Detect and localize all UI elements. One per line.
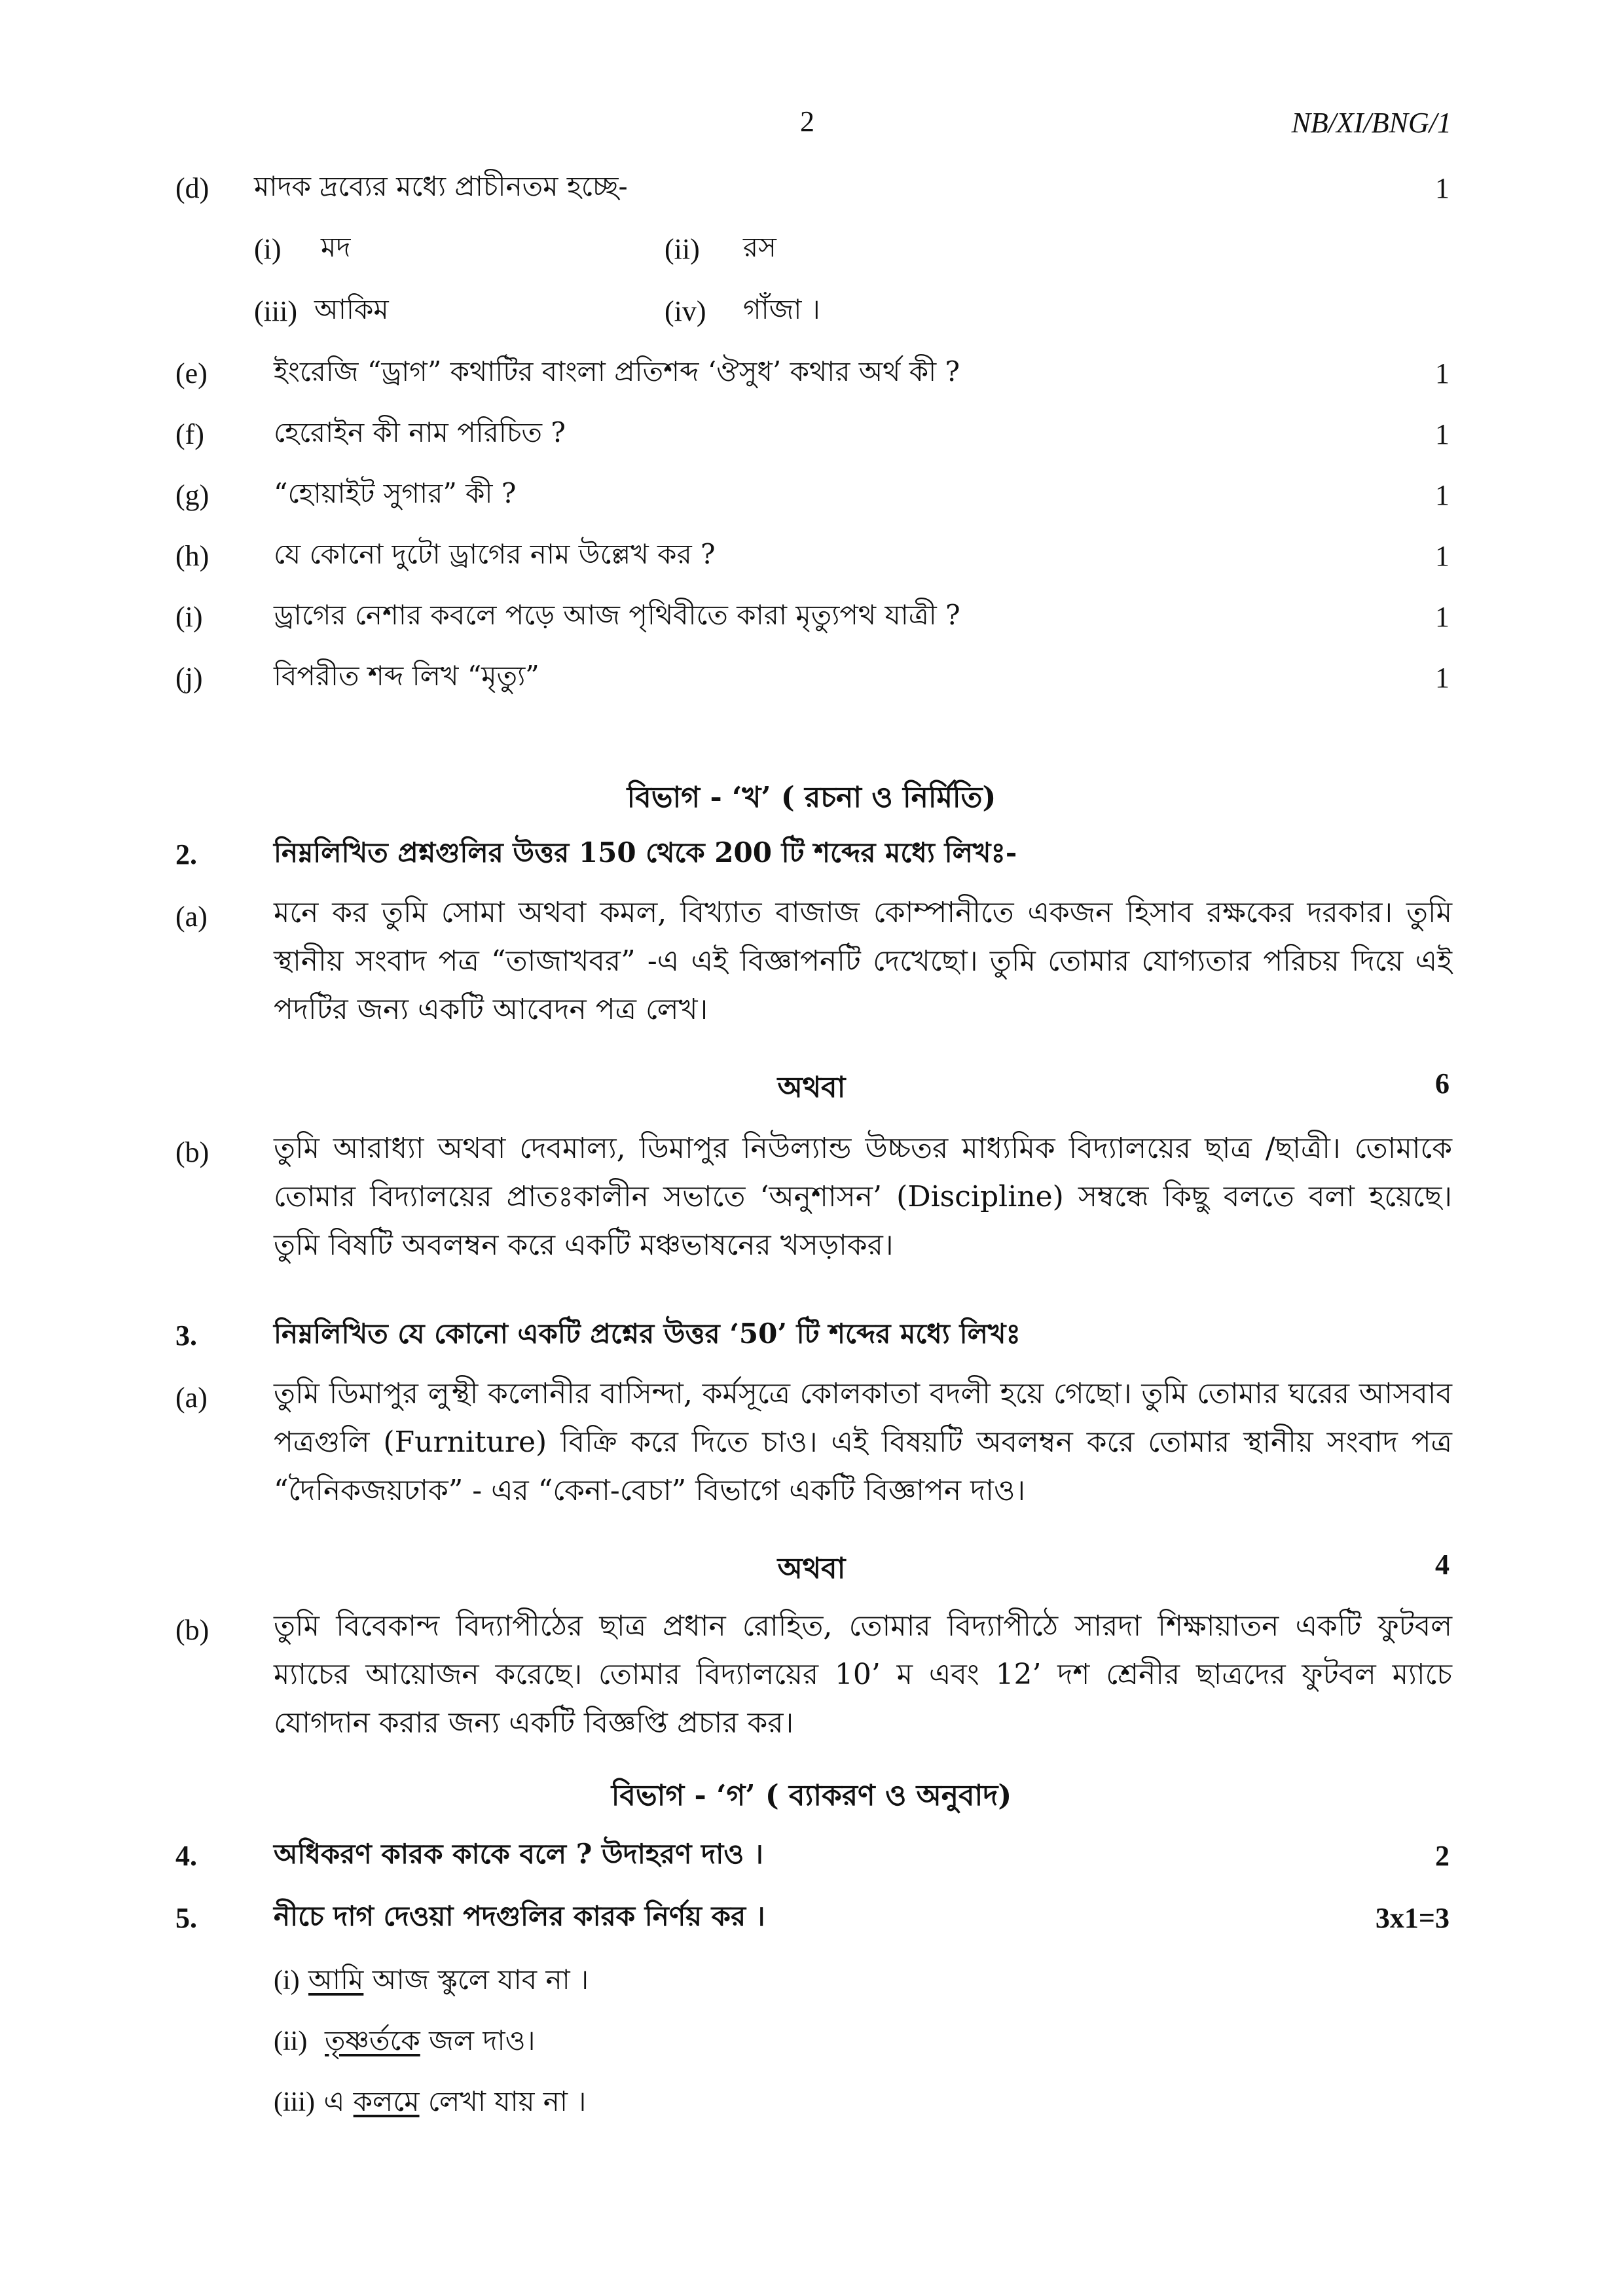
q2-mark: 6 bbox=[1435, 1067, 1450, 1100]
q1g-text: “হোয়াইট সুগার” কী ? bbox=[274, 477, 517, 509]
q5-item-1-rest: আজ স্কুলে যাব না । bbox=[363, 1964, 589, 1996]
q5-item-3 bbox=[274, 2085, 586, 2119]
q5-item-2-underlined: তৃষ্ণর্তকে bbox=[325, 2024, 420, 2056]
q4-number: 4. bbox=[175, 1840, 197, 1872]
paper-code: NB/XI/BNG/1 bbox=[1291, 107, 1451, 139]
q2-number: 2. bbox=[175, 838, 197, 870]
q1d-number: (d) bbox=[175, 172, 210, 204]
q5-item-1 bbox=[274, 1964, 589, 1997]
q5-item-3-num: (iii) bbox=[274, 2087, 315, 2117]
page-number: 2 bbox=[800, 105, 814, 137]
q5-item-1-num: (i) bbox=[274, 1965, 300, 1996]
q1f-number: (f) bbox=[175, 418, 204, 450]
q5-text: নীচে দাগ দেওয়া পদগুলির কারক নির্ণয় কর । bbox=[274, 1900, 765, 1932]
q5-item-2-rest: জল দাও। bbox=[420, 2024, 536, 2056]
q1d-text: মাদক দ্রব্যের মধ্যে প্রাচীনতম হচ্ছে- bbox=[254, 170, 628, 202]
q1g-number: (g) bbox=[175, 479, 210, 511]
q5-item-3-pre: এ bbox=[323, 2085, 354, 2117]
q1d-opt4-text: গাঁজা । bbox=[743, 293, 820, 325]
q2-or: অথবা bbox=[777, 1071, 846, 1104]
q2-instruction: নিম্নলিখিত প্রশ্নগুলির উত্তর 150 থেকে 200 টি শব্দের মধ্যে লিখঃ- bbox=[274, 836, 1017, 869]
q1h-number: (h) bbox=[175, 540, 210, 572]
q2b-number: (b) bbox=[175, 1136, 210, 1168]
q3a-text: তুমি ডিমাপুর লুম্থী কলোনীর বাসিন্দা, কর্মসূত্রে কোলকাতা বদলী হয়ে গেছো। তুমি তোমার ঘরের আসবাব পত্রগুলি (Furniture) বিক্রি করে দিতে চাও। এই বিষয়টি অবলম্বন করে তোমার স্থানীয় সংবাদ পত্র “দৈনিকজয়ঢাক” - এর “কেনা-বেচা” বিভাগে একটি বিজ্ঞাপন দাও। bbox=[274, 1377, 1452, 1507]
q3-mark: 4 bbox=[1435, 1549, 1450, 1581]
q1j-text: বিপরীত শব্দ লিখ “মৃত্যু” bbox=[274, 660, 539, 692]
q1d-opt1-num: (i) bbox=[254, 233, 282, 265]
q3-number: 3. bbox=[175, 1319, 197, 1352]
q1d-opt1-text: মদ bbox=[321, 231, 351, 263]
q3b-number: (b) bbox=[175, 1614, 210, 1646]
q1f-mark: 1 bbox=[1435, 418, 1450, 450]
q4-mark: 2 bbox=[1435, 1840, 1450, 1872]
q1e-mark: 1 bbox=[1435, 357, 1450, 389]
section-kha-heading: বিভাগ - ‘খ’ ( রচনা ও নির্মিতি) bbox=[627, 781, 996, 814]
q3-instruction: নিম্নলিখিত যে কোনো একটি প্রশ্নের উত্তর ‘50’ টি শব্দের মধ্যে লিখঃ bbox=[274, 1318, 1021, 1350]
q1d-opt4-num: (iv) bbox=[665, 295, 706, 327]
q1g-mark: 1 bbox=[1435, 479, 1450, 511]
q1e-text: ইংরেজি “ড্রাগ” কথাটির বাংলা প্রতিশব্দ ‘ঔসুধ’ কথার অর্থ কী ? bbox=[274, 355, 960, 387]
q1e-number: (e) bbox=[175, 357, 208, 389]
q1d-opt2-text: রস bbox=[743, 231, 776, 263]
q5-item-1-underlined: আমি bbox=[308, 1964, 364, 1996]
q1j-mark: 1 bbox=[1435, 662, 1450, 694]
q1j-number: (j) bbox=[175, 662, 203, 694]
q1i-number: (i) bbox=[175, 601, 203, 633]
q1h-text: যে কোনো দুটো ড্রাগের নাম উল্লেখ কর ? bbox=[274, 538, 716, 570]
section-ga-heading: বিভাগ - ‘গ’ ( ব্যাকরণ ও অনুবাদ) bbox=[611, 1779, 1012, 1812]
q5-item-2-num: (ii) bbox=[274, 2026, 308, 2056]
q1d-opt3-num: (iii) bbox=[254, 295, 297, 327]
q5-item-3-rest: লেখা যায় না । bbox=[419, 2085, 587, 2117]
q2a-text: মনে কর তুমি সোমা অথবা কমল, বিখ্যাত বাজাজ কোম্পানীতে একজন হিসাব রক্ষকের দরকার। তুমি স্থানীয় সংবাদ পত্র “তাজাখবর” -এ এই বিজ্ঞাপনটি দেখেছো। তুমি তোমার যোগ্যতার পরিচয় দিয়ে এই পদটির জন্য একটি আবেদন পত্র লেখ। bbox=[274, 896, 1452, 1026]
q1d-mark: 1 bbox=[1435, 172, 1450, 204]
q1h-mark: 1 bbox=[1435, 540, 1450, 572]
q3b-text: তুমি বিবেকান্দ বিদ্যাপীঠের ছাত্র প্রধান রোহিত, তোমার বিদ্যাপীঠে সারদা শিক্ষায়াতন একটি ফুটবল ম্যাচের আয়োজন করেছে। তোমার বিদ্যালয়ের 10’ ম এবং 12’ দশ শ্রেনীর ছাত্রদের ফুটবল ম্যাচে যোগদান করার জন্য একটি বিজ্ঞপ্তি প্রচার কর। bbox=[274, 1609, 1452, 1740]
q2b-text: তুমি আরাধ্যা অথবা দেবমাল্য, ডিমাপুর নিউল্যান্ড উচ্চতর মাধ্যমিক বিদ্যালয়ের ছাত্র /ছাত্রী। তোমাকে তোমার বিদ্যালয়ের প্রাতঃকালীন সভাতে ‘অনুশাসন’ (Discipline) সম্বন্ধে কিছু বলতে বলা হয়েছে। তুমি বিষটি অবলম্বন করে একটি মঞ্চভাষনের খসড়াকর। bbox=[274, 1132, 1452, 1262]
q3a-number: (a) bbox=[175, 1382, 208, 1414]
q5-item-3-underlined: কলমে bbox=[353, 2085, 420, 2117]
q1d-opt3-text: আকিম bbox=[314, 293, 389, 325]
q5-number: 5. bbox=[175, 1902, 197, 1934]
q4-text: অধিকরণ কারক কাকে বলে ? উদাহরণ দাও । bbox=[274, 1838, 763, 1870]
q1f-text: হেরোইন কী নাম পরিচিত ? bbox=[274, 416, 566, 448]
q5-mark: 3x1=3 bbox=[1375, 1902, 1450, 1934]
q1i-mark: 1 bbox=[1435, 601, 1450, 633]
q3-or: অথবা bbox=[777, 1552, 846, 1585]
q5-item-2 bbox=[274, 2024, 536, 2058]
q1d-opt2-num: (ii) bbox=[665, 233, 700, 265]
q2a-number: (a) bbox=[175, 901, 208, 933]
q1i-text: ড্রাগের নেশার কবলে পড়ে আজ পৃথিবীতে কারা মৃত্যুপথ যাত্রী ? bbox=[274, 599, 960, 631]
